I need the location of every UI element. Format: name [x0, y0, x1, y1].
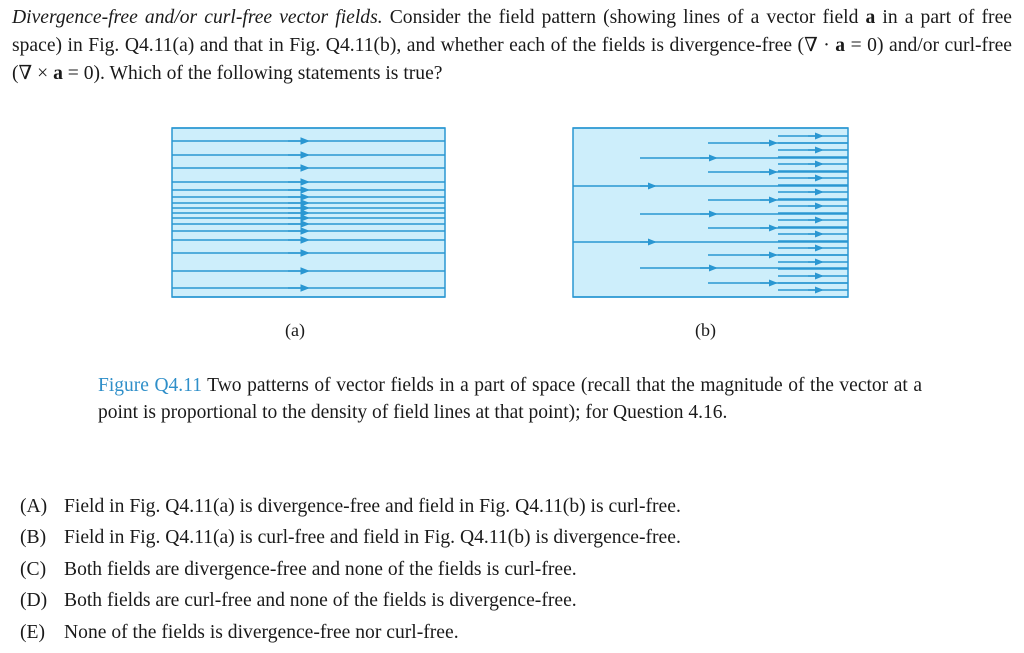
option-text: Field in Fig. Q4.11(a) is curl-free and field in Fig. Q4.11(b) is divergence-free. — [64, 527, 681, 549]
caption-label: Figure Q4.11 — [98, 375, 202, 396]
caption-text: Two patterns of vector fields in a part of space (recall that the magnitude of the vector at a point is proportional to the density of field lines at that point); for Question 4.16. — [98, 375, 922, 423]
option-c[interactable] — [20, 554, 681, 585]
option-text: None of the fields is divergence-free nor curl-free. — [64, 621, 459, 643]
option-letter: (B) — [20, 527, 47, 549]
question-text-part-1: Consider the field pattern (showing lines of a vector field — [382, 7, 866, 28]
field-symbol: a — [865, 7, 876, 28]
option-text: Both fields are curl-free and none of the fields is divergence-free. — [64, 590, 577, 612]
option-a[interactable] — [20, 491, 681, 522]
figure-caption — [98, 372, 922, 426]
question-title: Divergence-free and/or curl-free vector fields. — [12, 7, 383, 28]
option-text: Field in Fig. Q4.11(a) is divergence-free and field in Fig. Q4.11(b) is curl-free. — [64, 496, 681, 517]
answer-options — [20, 491, 681, 648]
option-d[interactable] — [20, 585, 681, 616]
question-text-part-4: = 0). Which of the following statements is true? — [62, 63, 443, 84]
option-letter: (A) — [20, 496, 48, 517]
option-letter: (E) — [20, 621, 46, 643]
option-e[interactable] — [20, 617, 681, 648]
field-symbol: a — [53, 63, 63, 84]
option-letter: (D) — [20, 590, 48, 612]
panel-a-label: (a) — [285, 320, 305, 340]
question-text-part-3: = 0) and/or curl-free (∇ × — [12, 35, 1012, 84]
field-pattern-b — [573, 128, 848, 297]
field-symbol: a — [835, 35, 846, 56]
option-b[interactable] — [20, 522, 681, 553]
panel-b-label: (b) — [695, 320, 716, 340]
field-pattern-a — [172, 128, 445, 297]
option-text: Both fields are divergence-free and none of the fields is curl-free. — [64, 558, 577, 580]
option-letter: (C) — [20, 558, 47, 580]
question-text-part-2: in a part of free space) in Fig. Q4.11(a) and that in Fig. Q4.11(b), and whether each of the fields is divergence-free (∇ · — [12, 7, 1012, 56]
